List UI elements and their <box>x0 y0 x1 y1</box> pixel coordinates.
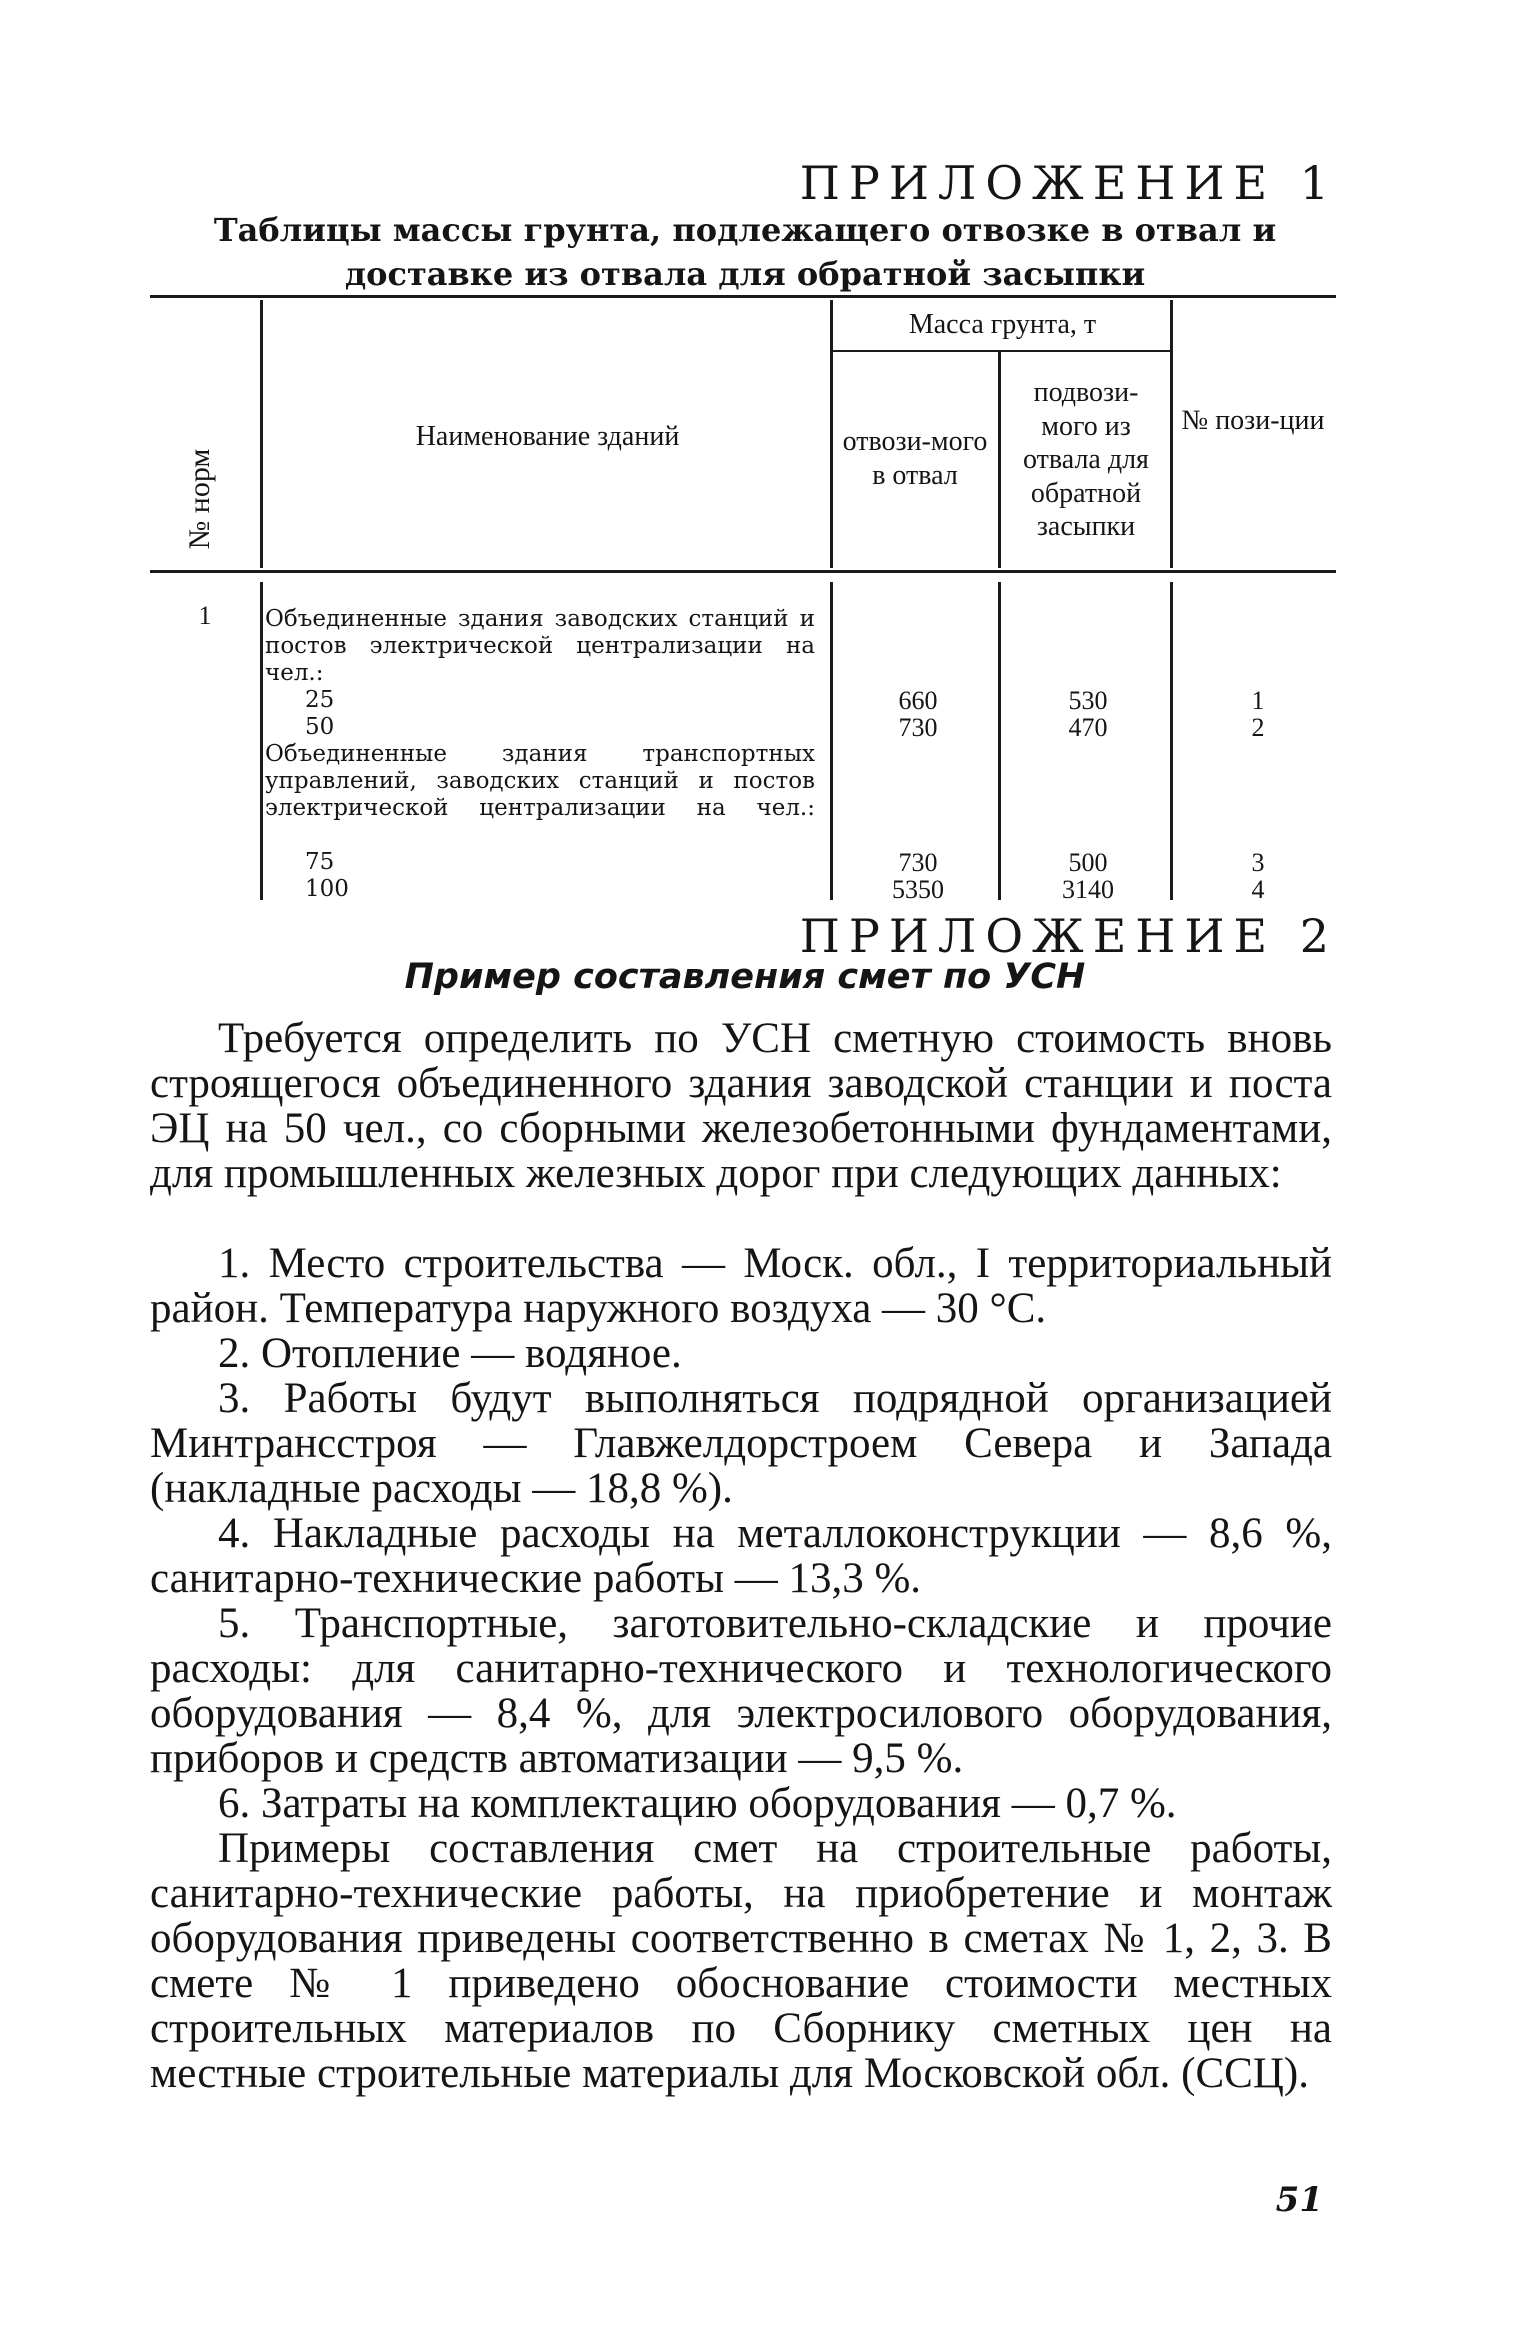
norm-number: 1 <box>198 601 212 630</box>
row-4-position: 4 <box>1251 875 1265 904</box>
row-2-position: 2 <box>1251 713 1265 742</box>
page-number: 51 <box>1275 2180 1323 2220</box>
paragraph-intro: Требуется определить по УСН сметную стоимость вновь строящегося объединенного здания заводской станции и поста ЭЦ на 50 чел., со сборными железобетонными фундаментами, для промышленных железных дорог при следующих данных: <box>150 1015 1332 1197</box>
paragraph-examples: Примеры составления смет на строительные работы, санитарно-технические работы, на приобретение и монтаж оборудования приведены соответственно в сметах № 1, 2, 3. В смете № 1 приведено обоснование стоимости местных строительных материалов по Сборнику сметных цен на местные строительные материалы для Московской обл. (ССЦ). <box>150 1825 1332 2097</box>
header-bottom-rule <box>150 570 1336 573</box>
header-divider <box>260 300 263 568</box>
appendix-2-heading: ПРИЛОЖЕНИЕ 2 <box>799 909 1338 963</box>
header-divider <box>830 300 833 568</box>
header-position-no: № пози-ции <box>1181 405 1325 436</box>
body-divider <box>1170 582 1173 900</box>
row-2-removed: 730 <box>898 713 938 742</box>
paragraph-item-6: 6. Затраты на комплектацию оборудования — 0,7 %. <box>218 1780 1177 1827</box>
row-1-position: 1 <box>1251 686 1265 715</box>
header-divider <box>1170 300 1173 568</box>
body-divider <box>260 582 263 900</box>
row-3-position: 3 <box>1251 848 1265 877</box>
header-building-name: Наименование зданий <box>415 421 680 452</box>
table-caption: Таблицы массы грунта, подлежащего отвозке в отвал и доставке из отвала для обратной засыпки <box>213 211 1277 293</box>
group-1-title: Объединенные здания заводских станций и постов электрической централизации на чел.: <box>265 606 815 686</box>
row-1-persons: 25 <box>305 687 335 713</box>
row-4-delivered: 3140 <box>1062 875 1114 904</box>
row-2-persons: 50 <box>305 714 335 740</box>
appendix-1-heading: ПРИЛОЖЕНИЕ 1 <box>799 156 1338 210</box>
row-3-delivered: 500 <box>1068 848 1108 877</box>
row-3-removed: 730 <box>898 848 938 877</box>
paragraph-item-2: 2. Отопление — водяное. <box>218 1330 682 1377</box>
paragraph-item-3: 3. Работы будут выполняться подрядной организацией Минтрансстроя — Главжелдорстроем Севера и Запада (накладные расходы — 18,8 %). <box>150 1375 1332 1512</box>
row-3-persons: 75 <box>305 849 335 875</box>
paragraph-item-5: 5. Транспортные, заготовительно-складские и прочие расходы: для санитарно-технического и технологического оборудования — 8,4 %, для электросилового оборудования, приборов и средств автоматизации — 9,5 %. <box>150 1600 1332 1782</box>
paragraph-item-1: 1. Место строительства — Моск. обл., I территориальный район. Температура наружного воздуха — 30 °С. <box>150 1240 1332 1332</box>
table-top-rule <box>150 295 1336 298</box>
header-soil-mass: Масса грунта, т <box>908 309 1097 340</box>
row-4-removed: 5350 <box>892 875 944 904</box>
header-divider <box>998 352 1001 568</box>
paragraph-item-4: 4. Накладные расходы на металлоконструкции — 8,6 %, санитарно-технические работы — 13,3 %. <box>150 1510 1332 1602</box>
header-norm-no: № норм <box>183 448 216 550</box>
header-removed: отвози-мого в отвал <box>842 426 988 491</box>
header-delivered: подвози-мого из отвала для обратной засыпки <box>1023 377 1149 543</box>
body-divider <box>998 582 1001 900</box>
mass-header-rule <box>833 350 1173 352</box>
body-divider <box>830 582 833 900</box>
appendix-2-title: Пример составления смет по УСН <box>404 957 1086 997</box>
row-1-removed: 660 <box>898 686 938 715</box>
row-2-delivered: 470 <box>1068 713 1108 742</box>
row-4-persons: 100 <box>305 876 349 902</box>
group-2-title: Объединенные здания транспортных управлений, заводских станций и постов электрической централизации на чел.: <box>265 741 815 821</box>
row-1-delivered: 530 <box>1068 686 1108 715</box>
